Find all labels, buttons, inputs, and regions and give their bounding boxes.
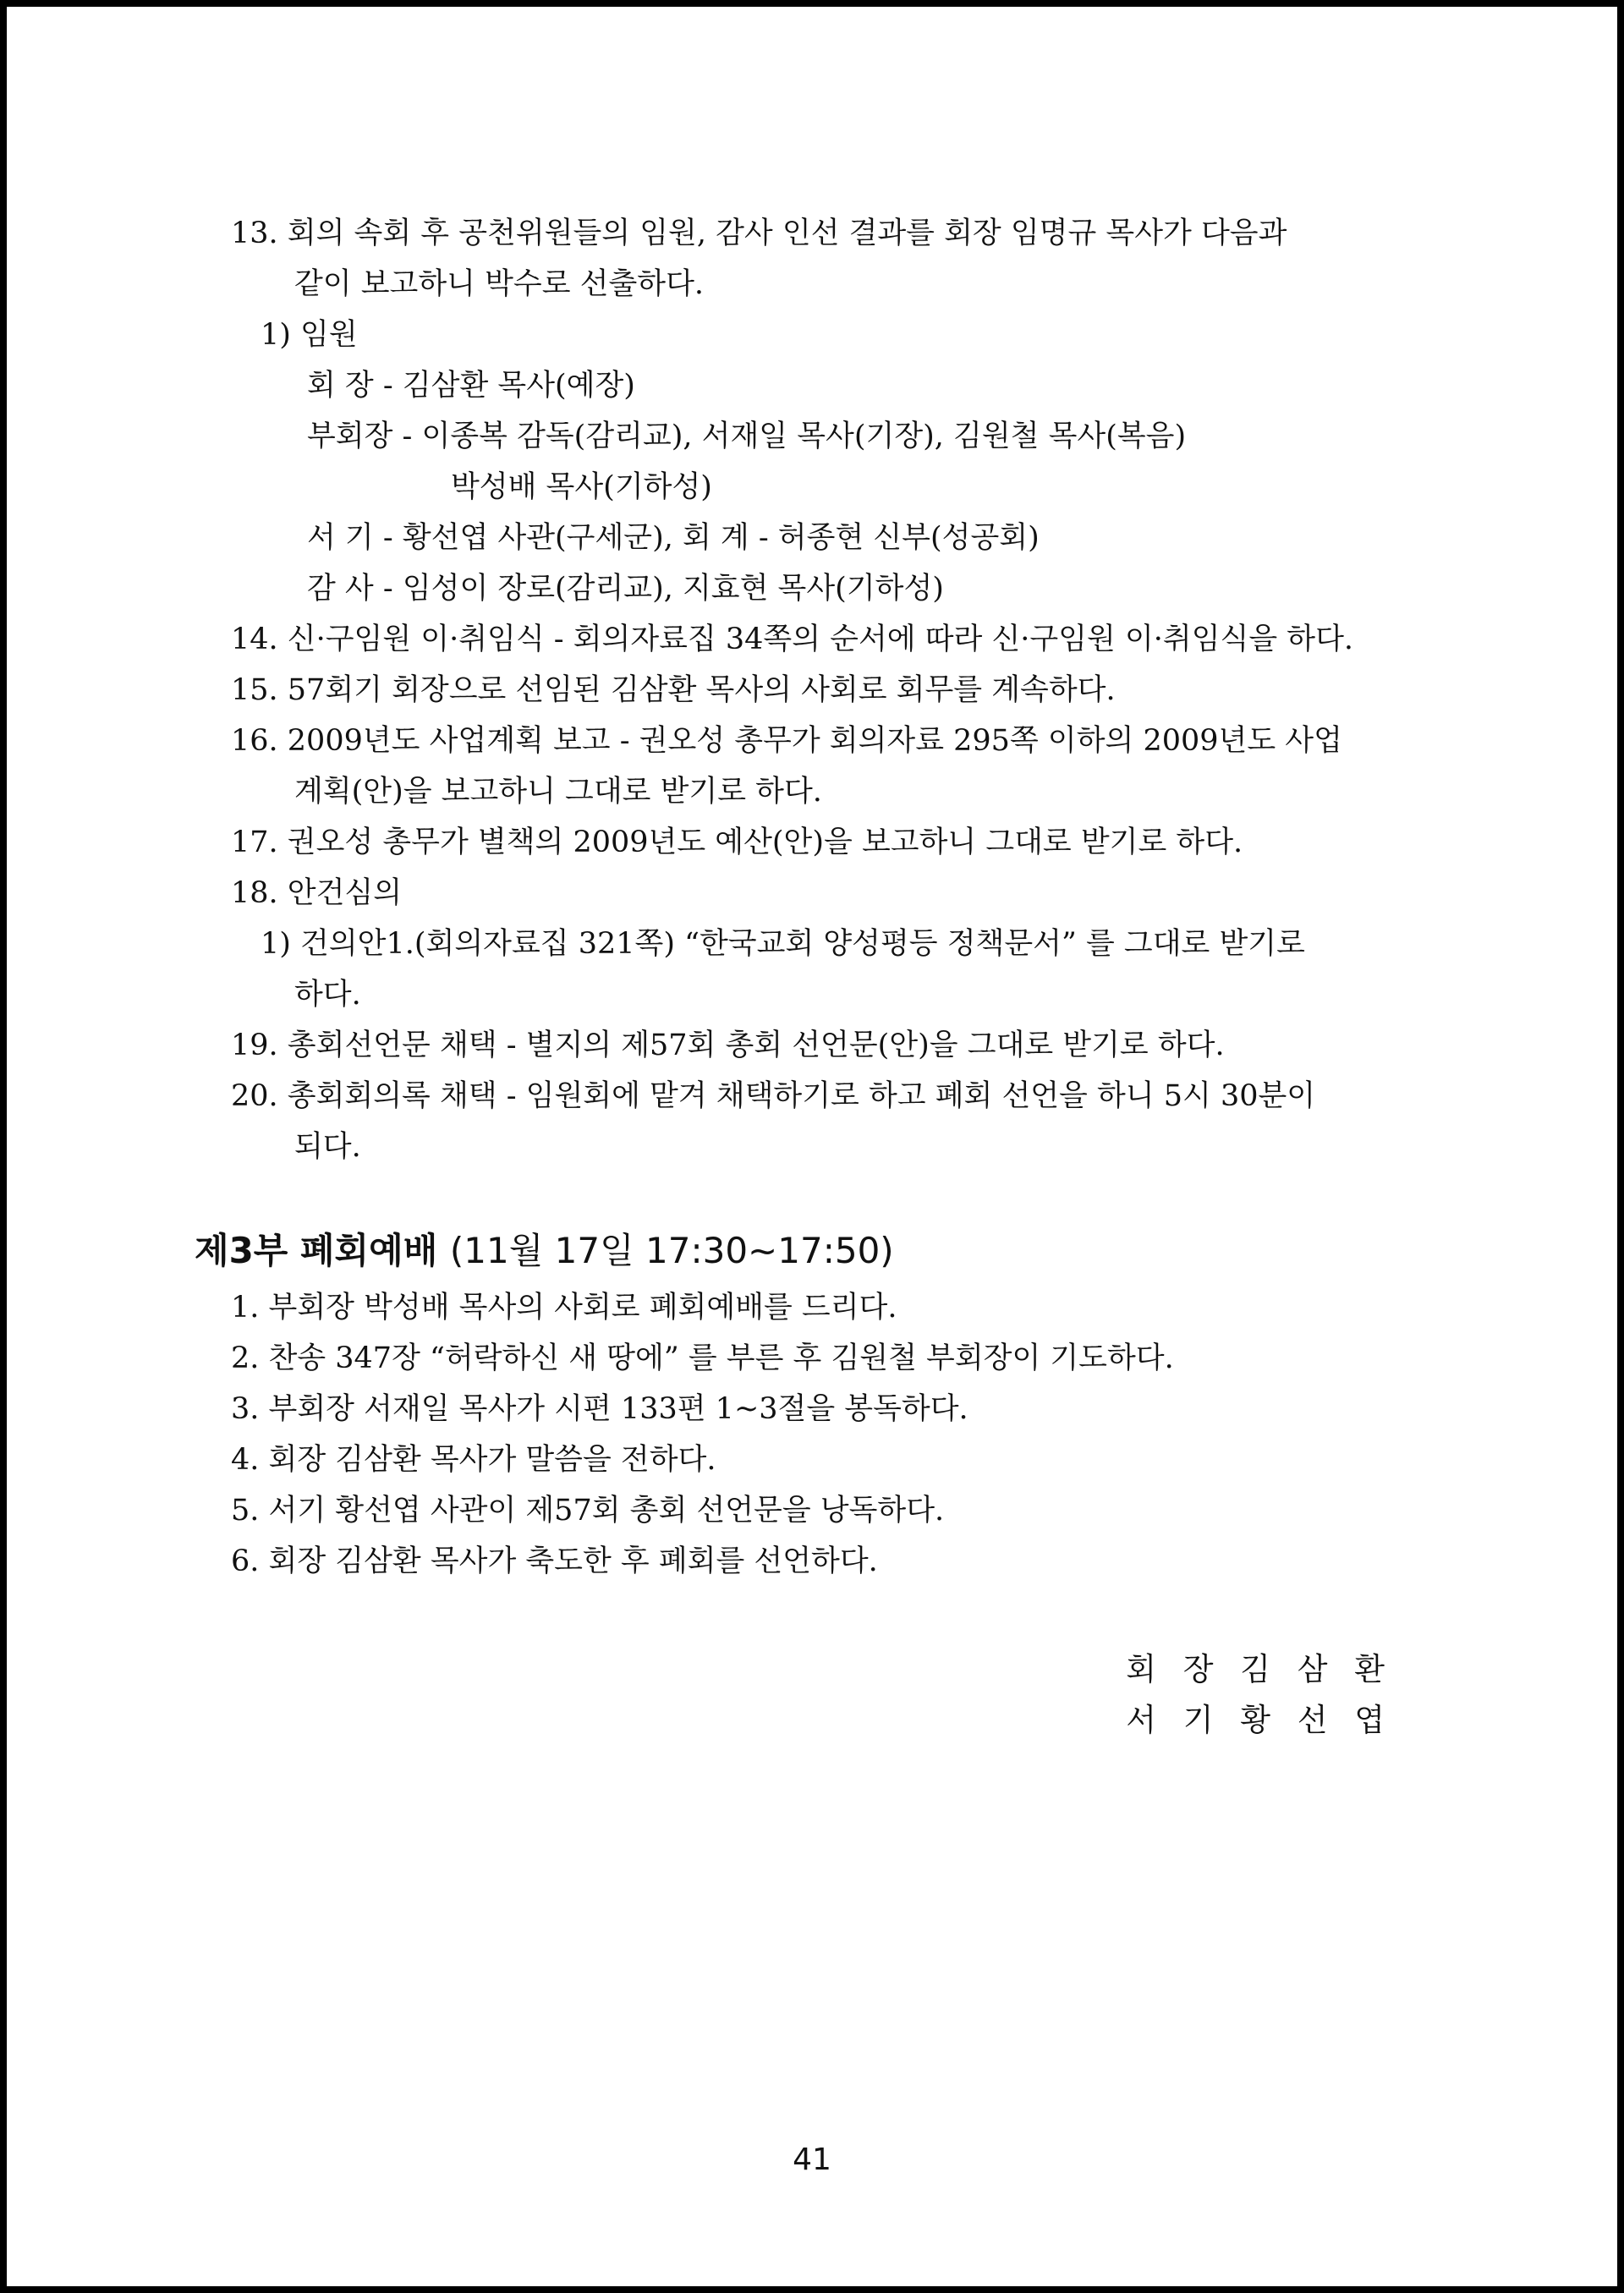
officer-auditors: 감 사 - 임성이 장로(감리교), 지효현 목사(기하성) bbox=[307, 572, 944, 606]
item-17: 17. 권오성 총무가 별책의 2009년도 예산(안)을 보고하니 그대로 받기로 하다. bbox=[231, 826, 1243, 859]
page-number: 41 bbox=[793, 2142, 831, 2177]
item-13-line2: 같이 보고하니 박수로 선출하다. bbox=[294, 267, 705, 301]
worship-item-2: 2. 찬송 347장 “허락하신 새 땅에” 를 부른 후 김원철 부회장이 기도하다. bbox=[231, 1341, 1174, 1375]
item-18-sub-1-line2: 하다. bbox=[294, 978, 361, 1012]
officer-secretary-treasurer: 서 기 - 황선엽 사관(구세군), 회 계 - 허종현 신부(성공회) bbox=[307, 521, 1040, 555]
item-18-sub-1-line1: 1) 건의안1.(회의자료집 321쪽) “한국교회 양성평등 정책문서” 를 그대로 받기로 bbox=[261, 927, 1305, 961]
section-heading bbox=[195, 1223, 894, 1274]
item-19: 19. 총회선언문 채택 - 별지의 제57회 총회 선언문(안)을 그대로 받기로 하다. bbox=[231, 1029, 1225, 1062]
officer-vice-president: 부회장 - 이종복 감독(감리교), 서재일 목사(기장), 김원철 목사(복음) bbox=[307, 420, 1187, 453]
item-15: 15. 57회기 회장으로 선임된 김삼환 목사의 사회로 회무를 계속하다. bbox=[231, 673, 1116, 707]
worship-item-4: 4. 회장 김삼환 목사가 말씀을 전하다. bbox=[231, 1443, 716, 1477]
item-20-line1: 20. 총회회의록 채택 - 임원회에 맡겨 채택하기로 하고 폐회 선언을 하니 5시 30분이 bbox=[231, 1079, 1316, 1113]
signature-president: 회 장 김 삼 환 bbox=[1126, 1651, 1393, 1687]
item-16-line1: 16. 2009년도 사업계획 보고 - 권오성 총무가 회의자료 295쪽 이하의 2009년도 사업 bbox=[231, 724, 1342, 758]
worship-item-1: 1. 부회장 박성배 목사의 사회로 폐회예배를 드리다. bbox=[231, 1291, 897, 1325]
item-20-line2: 되다. bbox=[294, 1130, 361, 1164]
signature-secretary: 서 기 황 선 엽 bbox=[1126, 1702, 1393, 1738]
officer-president: 회 장 - 김삼환 목사(예장) bbox=[307, 369, 635, 403]
document-page bbox=[7, 7, 1617, 2286]
section-title: 제3부 폐회예배 bbox=[195, 1230, 438, 1271]
item-14: 14. 신·구임원 이·취임식 - 회의자료집 34쪽의 순서에 따라 신·구임원 이·취임식을 하다. bbox=[231, 623, 1354, 656]
item-18: 18. 안건심의 bbox=[231, 876, 403, 910]
worship-item-6: 6. 회장 김삼환 목사가 축도한 후 폐회를 선언하다. bbox=[231, 1544, 878, 1578]
item-13-sub-1: 1) 임원 bbox=[261, 318, 358, 352]
item-13-line1: 13. 회의 속회 후 공천위원들의 임원, 감사 인선 결과를 회장 임명규 목사가 다음과 bbox=[231, 217, 1287, 250]
officer-vice-president-cont: 박성배 목사(기하성) bbox=[451, 470, 712, 504]
worship-item-3: 3. 부회장 서재일 목사가 시편 133편 1~3절을 봉독하다. bbox=[231, 1392, 968, 1426]
worship-item-5: 5. 서기 황선엽 사관이 제57회 총회 선언문을 낭독하다. bbox=[231, 1494, 945, 1528]
item-16-line2: 계획(안)을 보고하니 그대로 받기로 하다. bbox=[294, 775, 822, 809]
section-time: (11월 17일 17:30~17:50) bbox=[449, 1230, 894, 1271]
